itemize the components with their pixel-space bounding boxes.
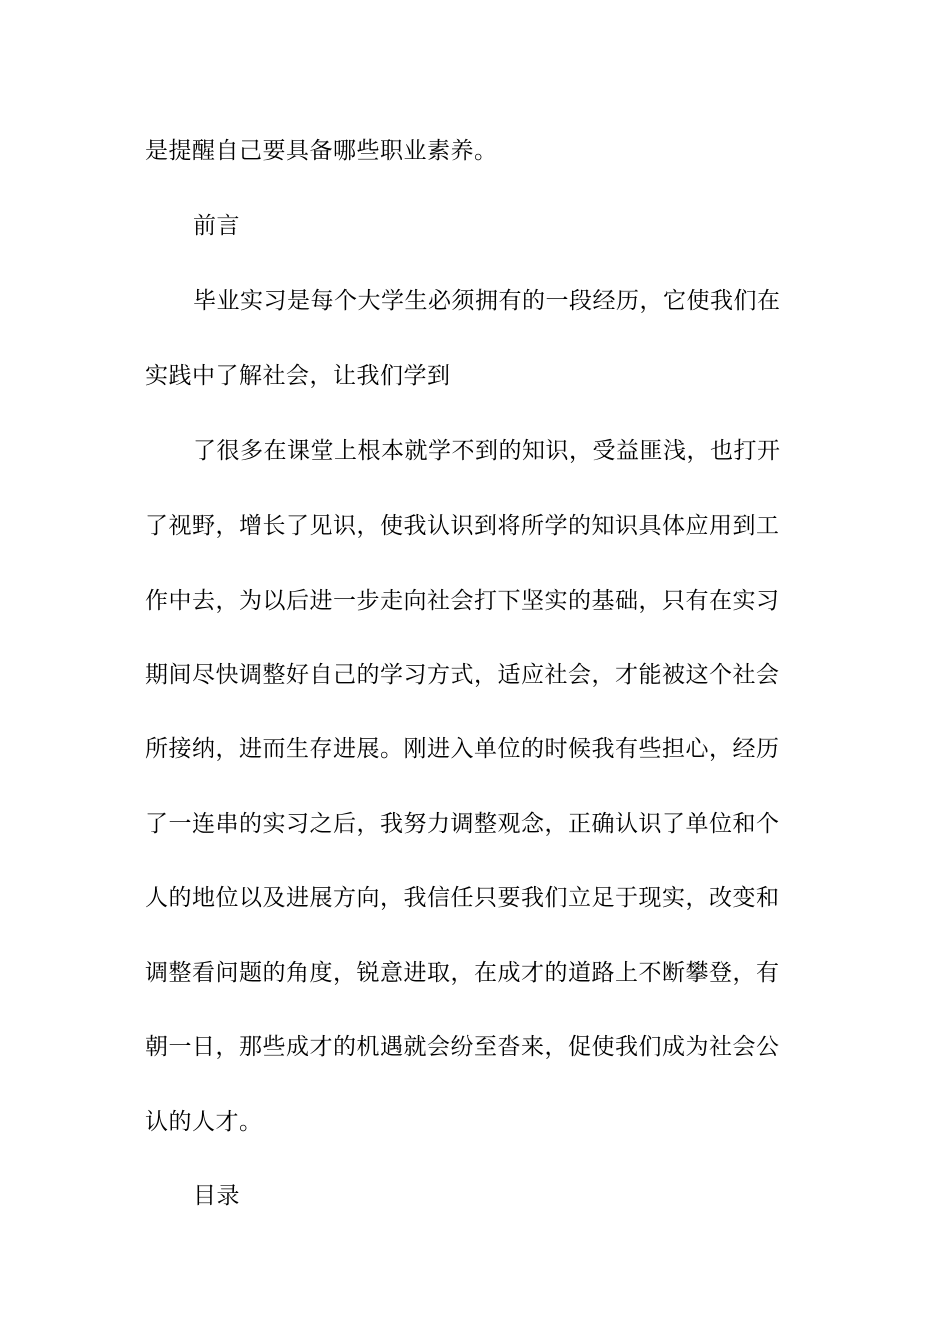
text-line: 是提醒自己要具备哪些职业素养。 — [145, 138, 498, 164]
text-line: 人的地位以及进展方向，我信任只要我们立足于现实，改变和 — [145, 885, 780, 911]
text-line: 作中去，为以后进一步走向社会打下坚实的基础，只有在实习 — [145, 588, 780, 614]
text-line: 认的人才。 — [145, 1109, 263, 1135]
text-line: 毕业实习是每个大学生必须拥有的一段经历，它使我们在 — [193, 288, 781, 314]
text-line: 所接纳，进而生存进展。刚进入单位的时候我有些担心，经历 — [145, 736, 780, 762]
section-heading-preface: 前言 — [193, 213, 240, 239]
text-line: 朝一日，那些成才的机遇就会纷至沓来，促使我们成为社会公 — [145, 1034, 780, 1060]
text-line: 了很多在课堂上根本就学不到的知识，受益匪浅，也打开 — [193, 438, 781, 464]
text-line: 了一连串的实习之后，我努力调整观念，正确认识了单位和个 — [145, 811, 780, 837]
section-heading-contents: 目录 — [193, 1183, 240, 1209]
text-line: 实践中了解社会，让我们学到 — [145, 363, 451, 389]
text-line: 期间尽快调整好自己的学习方式，适应社会，才能被这个社会 — [145, 662, 780, 688]
text-line: 了视野，增长了见识，使我认识到将所学的知识具体应用到工 — [145, 513, 780, 539]
text-line: 调整看问题的角度，锐意进取，在成才的道路上不断攀登，有 — [145, 960, 780, 986]
